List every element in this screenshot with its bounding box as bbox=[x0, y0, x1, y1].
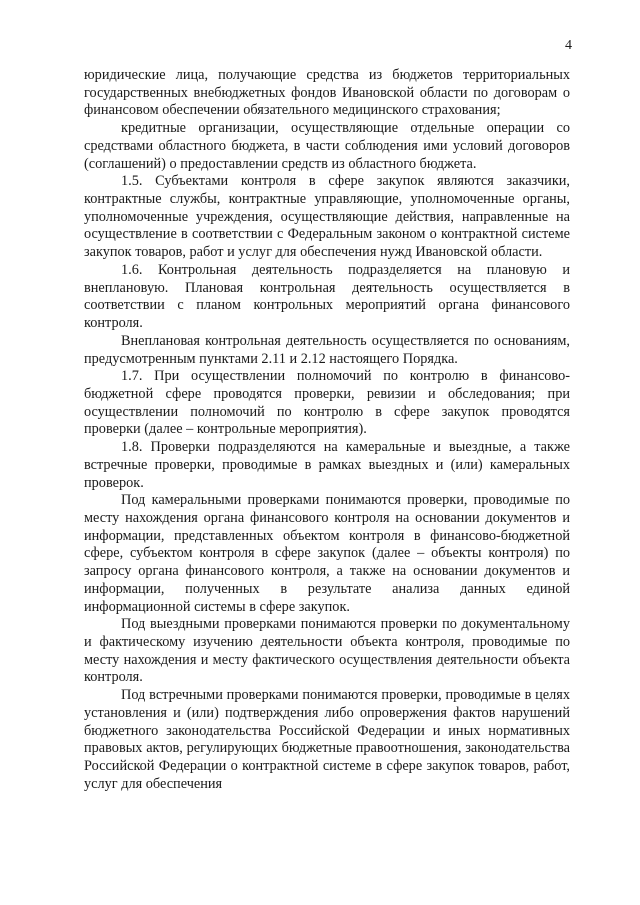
paragraph-field-audits: Под выездными проверками понимаются проверки по документальному и фактическому изучению деятельности объекта контроля, проводимые по месту нахождения и месту фактического осуществления деятельности объекта контроля. bbox=[84, 616, 570, 686]
paragraph-counter-audits: Под встречными проверками понимаются проверки, проводимые в целях установления и (или) подтверждения либо опровержения фактов нарушений бюджетного законодательства Российской Федерации и иных нормативных правовых актов, регулирующих бюджетные правоотношения, законодательства Российской Федерации о контрактной системе в сфере закупок товаров, работ, услуг для обеспечения bbox=[84, 687, 570, 792]
paragraph-legal-entities: юридические лица, получающие средства из бюджетов территориальных государственных внебюджетных фондов Ивановской области по договорам о финансовом обеспечении обязательного медицинского страхования; bbox=[84, 67, 570, 119]
document-body bbox=[84, 67, 570, 793]
paragraph-credit-organizations: кредитные организации, осуществляющие отдельные операции со средствами областного бюджета, в части соблюдения ими условий договоров (соглашений) о предоставлении средств из областного бюджета. bbox=[84, 120, 570, 172]
paragraph-1-5: 1.5. Субъектами контроля в сфере закупок являются заказчики, контрактные службы, контрактные управляющие, уполномоченные органы, уполномоченные учреждения, осуществляющие действия, направленные на осуществление в соответствии с Федеральным законом о контрактной системе закупок товаров, работ и услуг для обеспечения нужд Ивановской области. bbox=[84, 173, 570, 261]
paragraph-unplanned-activity: Внеплановая контрольная деятельность осуществляется по основаниям, предусмотренным пунктами 2.11 и 2.12 настоящего Порядка. bbox=[84, 332, 570, 367]
paragraph-1-7: 1.7. При осуществлении полномочий по контролю в финансово-бюджетной сфере проводятся проверки, ревизии и обследования; при осуществлении полномочий по контролю в сфере закупок проводятся проверки (далее – контрольные мероприятия). bbox=[84, 368, 570, 438]
page-number: 4 bbox=[565, 38, 572, 53]
paragraph-desk-audits: Под камеральными проверками понимаются проверки, проводимые по месту нахождения органа финансового контроля на основании документов и информации, представленных объектом контроля в финансово-бюджетной сфере, субъектом контроля в сфере закупок (далее – объекты контроля) по запросу органа финансового контроля, а также на основании документов и информации, полученных в результате анализа данных единой информационной системы в сфере закупок. bbox=[84, 492, 570, 615]
paragraph-1-6: 1.6. Контрольная деятельность подразделяется на плановую и внеплановую. Плановая контрольная деятельность осуществляется в соответствии с планом контрольных мероприятий органа финансового контроля. bbox=[84, 261, 570, 332]
paragraph-1-8: 1.8. Проверки подразделяются на камеральные и выездные, а также встречные проверки, проводимые в рамках выездных и (или) камеральных проверок. bbox=[84, 439, 570, 491]
